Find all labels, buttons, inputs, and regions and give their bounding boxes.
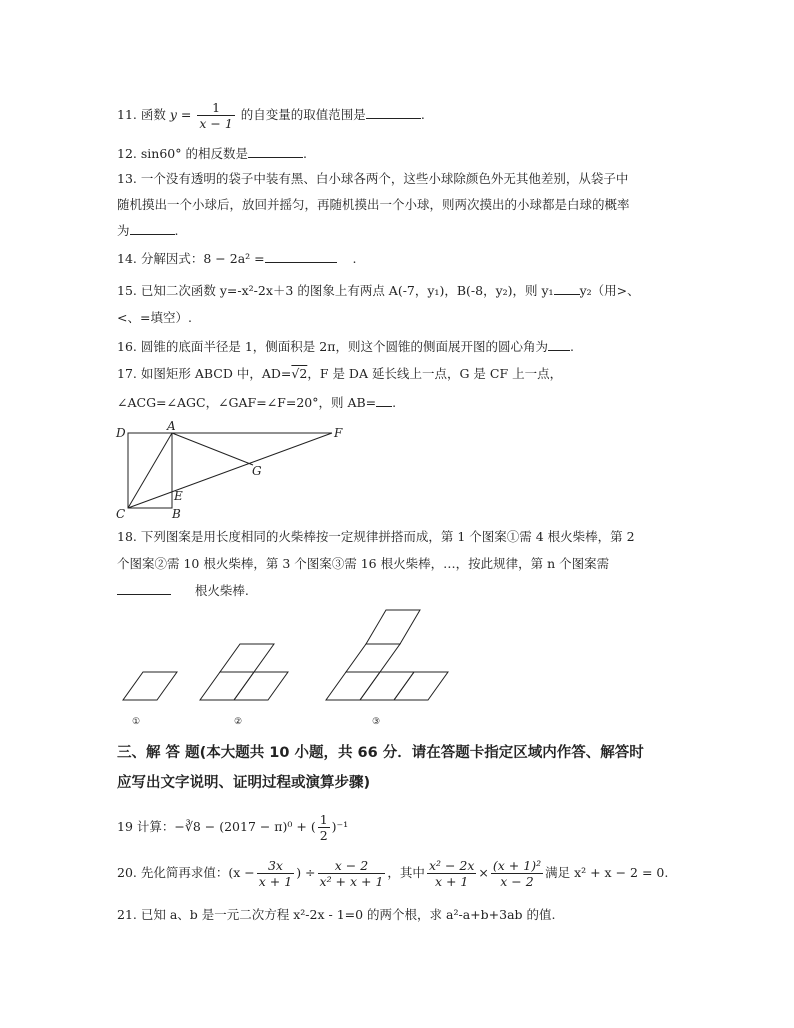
fraction-denominator: x − 1 <box>199 116 233 131</box>
question-17-line1 <box>117 365 562 383</box>
question-19 <box>117 812 348 843</box>
q-text: 个图案②需 10 根火柴棒，第 3 个图案③需 16 根火柴棒，…，按此规律，第 n 个图案需 <box>117 556 610 571</box>
line-cf <box>128 433 332 508</box>
q-text: 函数 <box>140 107 166 122</box>
q-number: 16. <box>117 339 137 354</box>
pattern-3-rhombus <box>326 672 380 700</box>
label-circled-3: ③ <box>372 717 381 727</box>
section-heading-line1: 三、解 答 题(本大题共 10 小题，共 66 分．请在答题卡指定区域内作答、解答时 <box>117 745 644 761</box>
pattern-3-rhombus <box>360 672 414 700</box>
question-14 <box>117 250 357 268</box>
q-text: ∠ACG=∠AGC，∠GAF=∠F=20°，则 AB= <box>117 395 377 410</box>
q-end: . <box>174 223 179 238</box>
math-y: y = <box>169 107 192 122</box>
q-text: 先化简再求值：(x − <box>140 865 255 880</box>
q-number: 14. <box>117 251 137 266</box>
section-heading-2 <box>117 770 370 796</box>
q-text: <、=填空）. <box>117 310 192 325</box>
answer-blank <box>554 282 580 295</box>
rectangle-figure <box>110 420 360 520</box>
q-text: 圆锥的底面半径是 1，侧面积是 2π，则这个圆锥的侧面展开图的圆心角为 <box>140 339 548 354</box>
pattern-1-rhombus <box>123 672 177 700</box>
q-number: 21. <box>117 907 137 922</box>
fraction-denominator: x + 1 <box>434 874 469 889</box>
q-text: 根火柴棒. <box>194 583 249 598</box>
q-text: 的自变量的取值范围是 <box>240 107 366 122</box>
label-e: E <box>174 489 183 503</box>
q-text: 已知 a、b 是一元二次方程 x²-2x - 1=0 的两个根，求 a²-a+b+3ab 的值. <box>140 907 556 922</box>
question-13-line3 <box>117 222 179 240</box>
label-c: C <box>116 507 126 520</box>
q-number: 12. <box>117 146 137 161</box>
pattern-3-rhombus <box>346 644 400 672</box>
q-text: 下列图案是用长度相同的火柴棒按一定规律拼搭而成，第 1 个图案①需 4 根火柴棒，第 2 <box>140 529 635 544</box>
q-text: 满足 x² + x − 2 = 0. <box>545 865 669 880</box>
pattern-2-rhombus <box>234 672 288 700</box>
pattern-2-rhombus <box>220 644 274 672</box>
q-text: 分解因式：8 − 2a² = <box>140 251 265 266</box>
question-21 <box>117 906 555 924</box>
question-12 <box>117 145 307 163</box>
question-15-line1 <box>117 282 640 300</box>
label-a: A <box>167 420 176 433</box>
section-heading-line2: 应写出文字说明、证明过程或演算步骤) <box>117 775 371 791</box>
sqrt-expression: √2 <box>291 366 308 381</box>
q-text: 如图矩形 ABCD 中，AD= <box>140 366 292 381</box>
line-ca <box>128 433 172 508</box>
answer-blank <box>117 582 171 595</box>
answer-blank <box>265 250 337 263</box>
question-11 <box>117 100 425 131</box>
q-end: . <box>302 146 307 161</box>
section-heading <box>117 740 644 766</box>
q-text: )⁻¹ <box>331 819 349 834</box>
fraction-numerator: 1 <box>319 812 328 827</box>
q-end: . <box>352 251 357 266</box>
fraction <box>257 858 294 889</box>
fraction-denominator: 2 <box>319 828 328 843</box>
pattern-3-rhombus <box>394 672 448 700</box>
question-18-line3 <box>117 582 249 600</box>
q-text: y₂（用>、 <box>579 283 640 298</box>
line-ag <box>172 433 253 465</box>
fraction <box>197 100 234 131</box>
q-text: 计算：−∛8 − (2017 − π)⁰ + ( <box>136 819 316 834</box>
q-end: . <box>420 107 425 122</box>
label-d: D <box>116 426 126 440</box>
fraction <box>318 858 386 889</box>
q-number: 18. <box>117 529 137 544</box>
times-sign: × <box>478 865 489 880</box>
fraction-denominator: x + 1 <box>258 874 293 889</box>
question-18-line2 <box>117 555 609 573</box>
q-text: 为 <box>117 223 130 238</box>
question-16 <box>117 338 574 356</box>
fraction-numerator: 3x <box>257 858 294 874</box>
label-b: B <box>172 507 181 520</box>
fraction-denominator: x − 2 <box>500 874 534 889</box>
question-13-line1 <box>117 170 628 188</box>
answer-blank <box>248 145 303 158</box>
answer-blank <box>366 106 421 119</box>
label-circled-1: ① <box>132 717 141 727</box>
q-number: 17. <box>117 366 137 381</box>
q-text: 一个没有透明的袋子中装有黑、白小球各两个，这些小球除颜色外无其他差别，从袋子中 <box>140 171 629 186</box>
q-text: 随机摸出一个小球后，放回并摇匀，再随机摸出一个小球，则两次摸出的小球都是白球的概率 <box>117 197 630 212</box>
q-text: ，其中 <box>387 865 425 880</box>
fraction-numerator: x − 2 <box>318 858 386 874</box>
label-circled-2: ② <box>234 717 243 727</box>
fraction <box>427 858 476 889</box>
fraction-numerator: 1 <box>197 100 234 116</box>
matchstick-figures <box>110 600 470 730</box>
label-f: F <box>334 426 343 440</box>
answer-blank <box>548 338 570 351</box>
q-text: ，F 是 DA 延长线上一点，G 是 CF 上一点， <box>307 366 563 381</box>
question-20 <box>117 858 668 889</box>
question-18-line1 <box>117 528 635 546</box>
question-15-line2 <box>117 309 192 327</box>
fraction <box>491 858 543 889</box>
q-end: . <box>569 339 574 354</box>
q-number: 20. <box>117 865 137 880</box>
answer-blank <box>376 394 392 407</box>
question-13-line2 <box>117 196 630 214</box>
fraction <box>318 812 330 843</box>
q-end: . <box>392 395 397 410</box>
question-17-line2 <box>117 394 396 412</box>
q-number: 15. <box>117 283 137 298</box>
fraction-numerator: x² − 2x <box>428 858 475 873</box>
q-text: ) ÷ <box>296 865 316 880</box>
q-number: 19 <box>117 819 133 834</box>
answer-blank <box>130 222 175 235</box>
fraction-denominator: x² + x + 1 <box>319 874 384 889</box>
pattern-3-rhombus <box>366 610 420 644</box>
q-number: 13. <box>117 171 137 186</box>
q-text: 已知二次函数 y=-x²-2x＋3 的图象上有两点 A(-7，y₁)，B(-8，y₂)，则 y₁ <box>140 283 554 298</box>
pattern-2-rhombus <box>200 672 254 700</box>
q-text: sin60° 的相反数是 <box>140 146 248 161</box>
label-g: G <box>252 464 262 478</box>
fraction-numerator: (x + 1)² <box>492 858 542 873</box>
q-number: 11. <box>117 107 137 122</box>
